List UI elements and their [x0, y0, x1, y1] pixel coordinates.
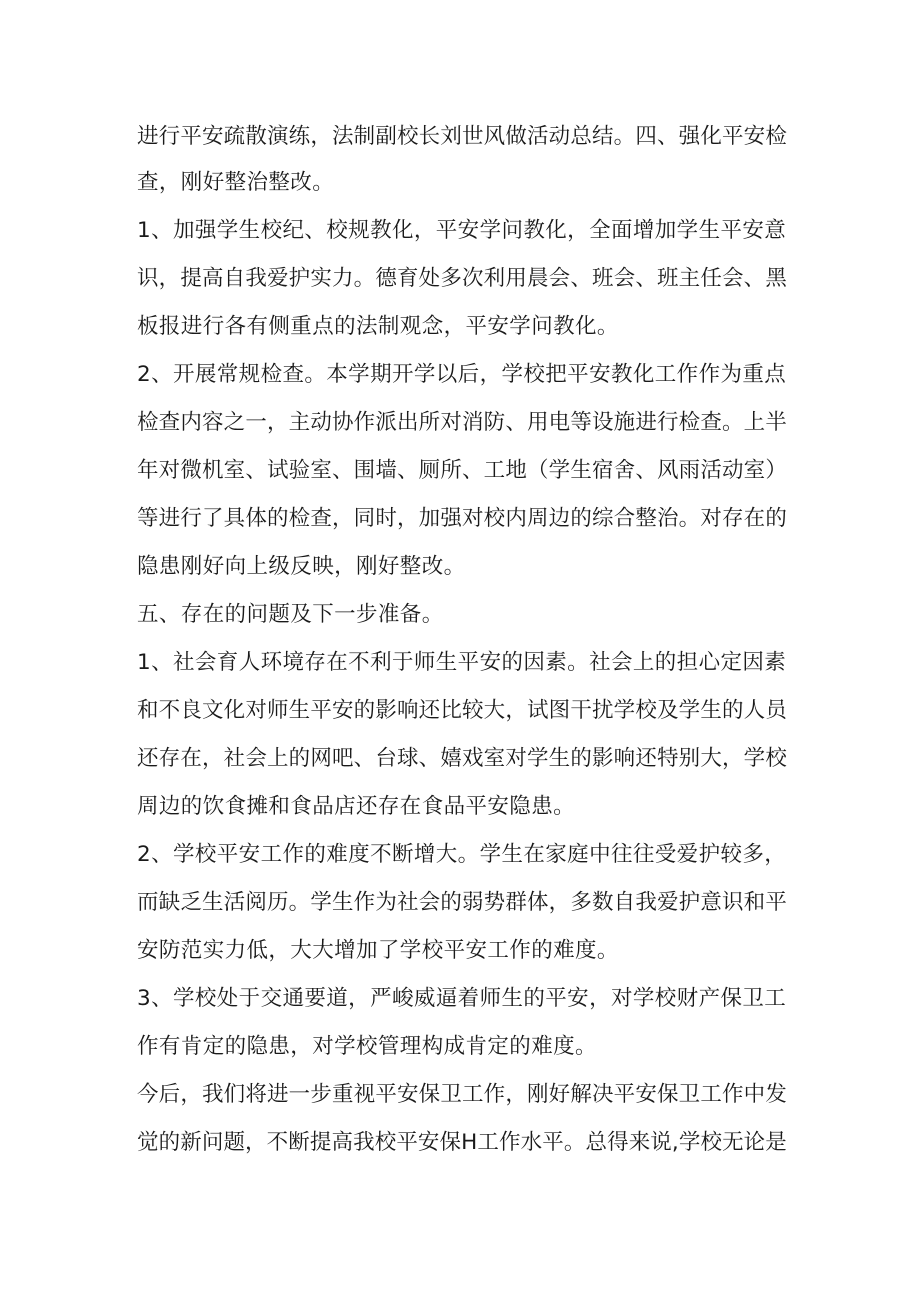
text-line: 板报进行各有侧重点的法制观念，平安学问教化。 — [137, 314, 619, 339]
text-line: 进行平安疏散演练，法制副校长刘世风做活动总结。四、强化平安检 — [137, 124, 787, 149]
text-line: 查，刚好整治整改。 — [137, 170, 335, 195]
text-line: 今后，我们将进一步重视平安保卫工作，刚好解决平安保卫工作中发 — [137, 1082, 787, 1107]
text-line: 识，提高自我爱护实力。德育处多次利用晨会、班会、班主任会、黑 — [137, 266, 787, 291]
section-heading: 五、存在的问题及下一步准备。 — [137, 602, 444, 627]
text-line: 觉的新问题，不断提高我校平安保H工作水平。总得来说,学校无论是 — [137, 1130, 787, 1155]
text-line: 作有肯定的隐患，对学校管理构成肯定的难度。 — [137, 1034, 597, 1059]
text-line: 3、学校处于交通要道，严峻威逼着师生的平安，对学校财产保卫工 — [137, 986, 787, 1011]
text-line: 隐患刚好向上级反映，刚好整改。 — [137, 554, 466, 579]
text-line: 安防范实力低，大大增加了学校平安工作的难度。 — [137, 938, 619, 963]
text-line: 周边的饮食摊和食品店还存在食品平安隐患。 — [137, 794, 576, 819]
text-line: 2、开展常规检查。本学期开学以后，学校把平安教化工作作为重点 — [137, 362, 787, 387]
text-line: 1、社会育人环境存在不利于师生平安的因素。社会上的担心定因素 — [137, 650, 787, 675]
text-line: 2、学校平安工作的难度不断增大。学生在家庭中往往受爱护较多， — [137, 842, 787, 867]
text-line: 年对微机室、试验室、围墙、厕所、工地（学生宿舍、风雨活动室） — [137, 458, 787, 483]
text-line: 1、加强学生校纪、校规教化，平安学问教化，全面增加学生平安意 — [137, 218, 787, 243]
text-line: 和不良文化对师生平安的影响还比较大，试图干扰学校及学生的人员 — [137, 698, 787, 723]
text-line: 等进行了具体的检查，同时，加强对校内周边的综合整治。对存在的 — [137, 506, 787, 531]
text-line: 检查内容之一，主动协作派出所对消防、用电等设施进行检查。上半 — [137, 410, 787, 435]
text-line: 还存在，社会上的网吧、台球、嬉戏室对学生的影响还特别大，学校 — [137, 746, 787, 771]
text-line: 而缺乏生活阅历。学生作为社会的弱势群体，多数自我爱护意识和平 — [137, 890, 787, 915]
